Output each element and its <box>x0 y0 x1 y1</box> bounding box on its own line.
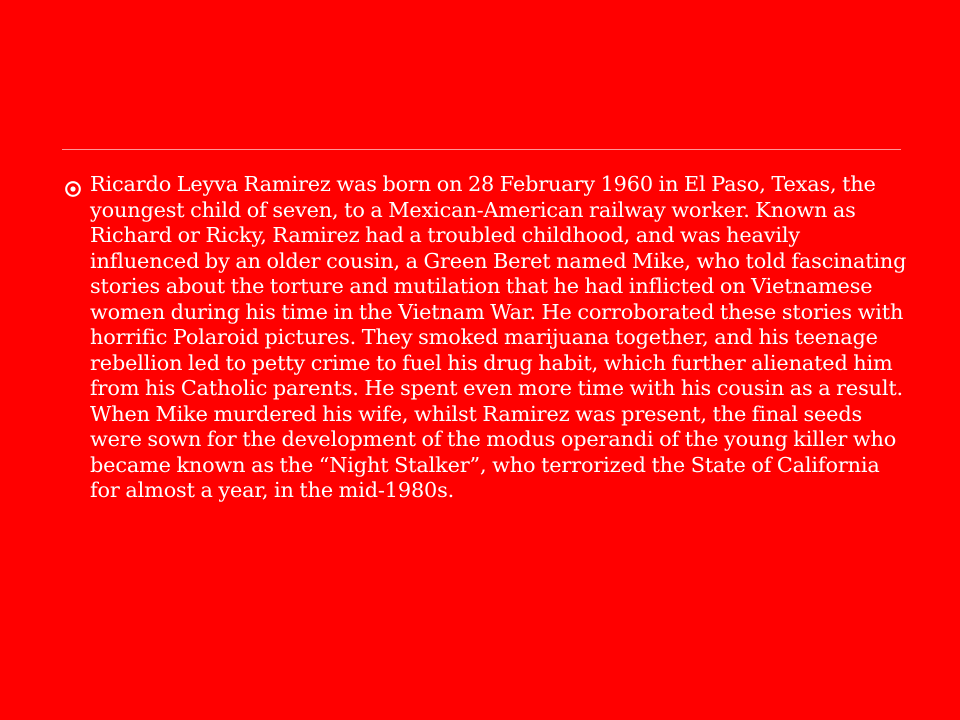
bullet-paragraph: Ricardo Leyva Ramirez was born on 28 February 1960 in El Paso, Texas, the youngest child of seven, to a Mexican-American railway worker. Known as Richard or Ricky, Ramirez had a troubled childhood, and was heavily influenced by an older cousin, a Green Beret named Mike, who told fascinating stories about the torture and mutilation that he had inflicted on Vietnamese women during his time in the Vietnam War. He corroborated these stories with horrific Polaroid pictures. They smoked marijuana together, and his teenage rebellion led to petty crime to fuel his drug habit, which further alienated him from his Catholic parents. He spent even more time with his cousin as a result. When Mike murdered his wife, whilst Ramirez was present, the final seeds were sown for the development of the modus operandi of the young killer who became known as the “Night Stalker”, who terrorized the State of California for almost a year, in the mid-1980s. <box>90 172 907 502</box>
bullet-item <box>62 172 912 504</box>
title-divider-line <box>62 149 901 150</box>
circled-dot-center <box>70 186 75 191</box>
circled-dot-icon <box>62 178 84 200</box>
